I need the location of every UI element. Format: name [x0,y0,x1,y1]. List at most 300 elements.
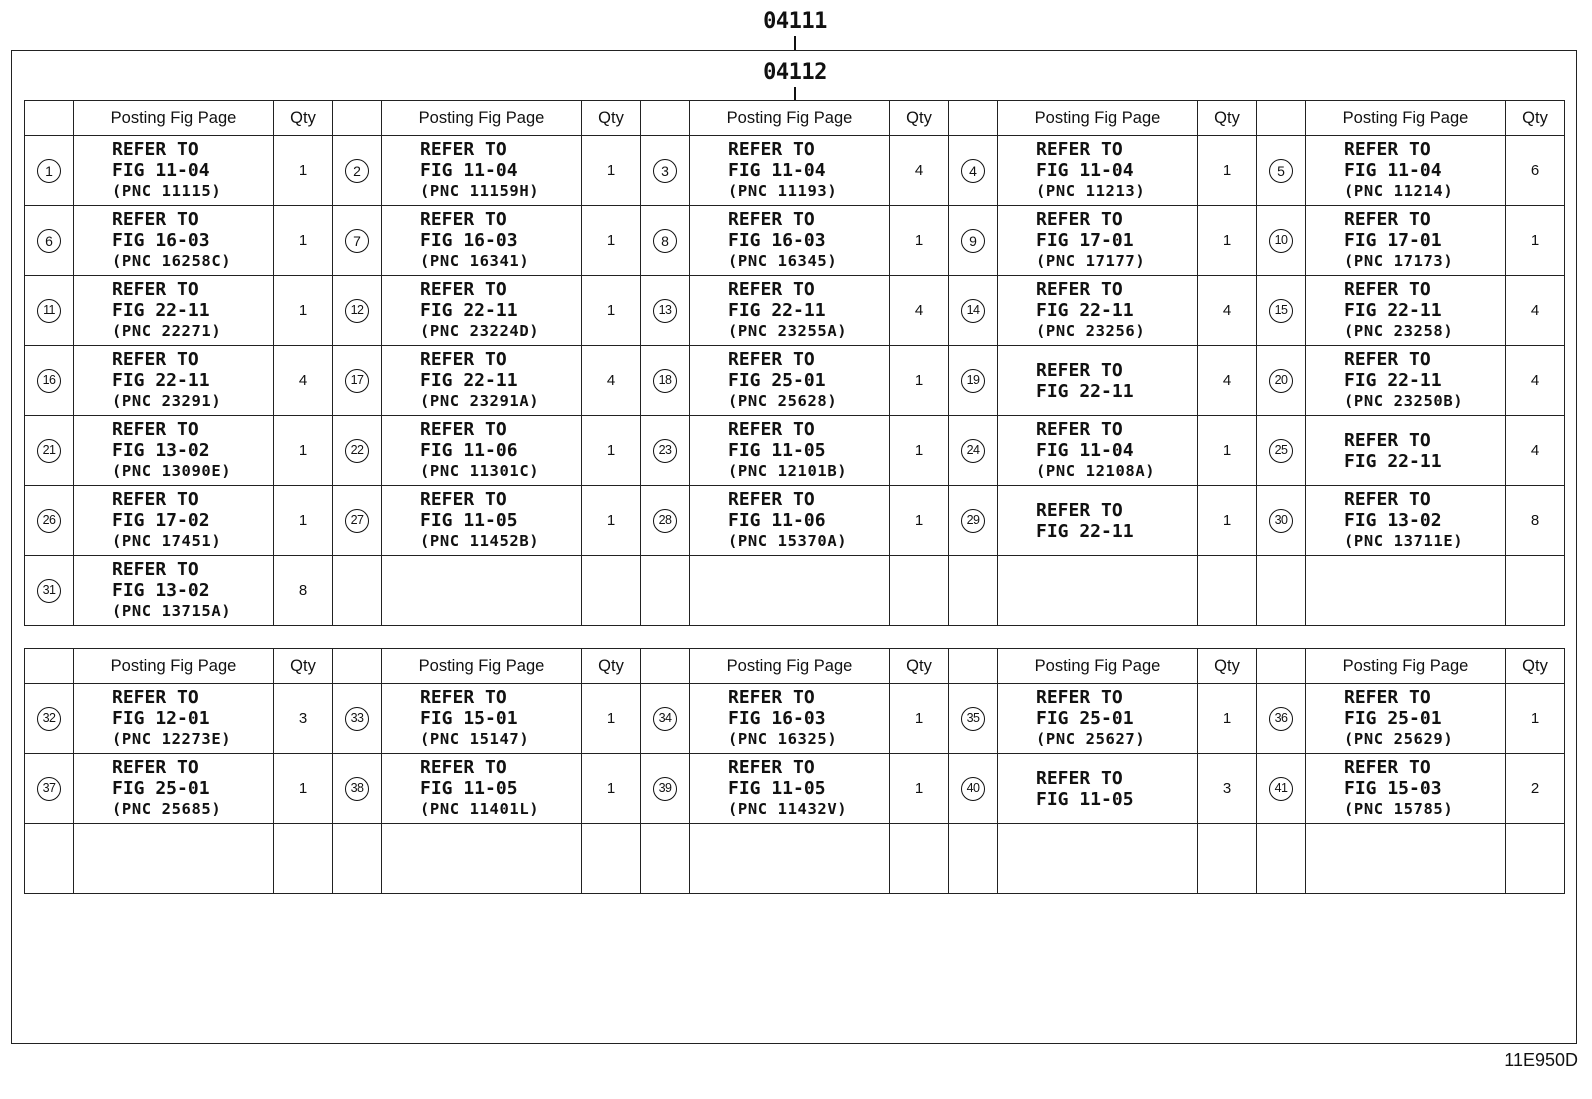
refer-to-text: REFER TO [1036,359,1123,381]
refer-to-text: REFER TO [420,687,507,708]
qty-cell: 4 [1198,346,1257,416]
empty-qty-cell [1506,824,1565,894]
item-number-cell [333,754,382,824]
fig-reference: FIG 25-01 [1036,708,1134,729]
qty-cell: 1 [274,754,333,824]
table-row [25,416,1565,486]
fig-reference: FIG 11-05 [420,778,518,799]
header-posting-fig-page: Posting Fig Page [998,649,1198,684]
header-qty: Qty [1506,649,1565,684]
item-number-badge: 22 [345,439,369,463]
refer-to-text: REFER TO [1036,209,1123,230]
header-number-blank [949,101,998,136]
item-number-badge: 10 [1269,229,1293,253]
qty-cell: 1 [1506,206,1565,276]
item-number-cell [25,346,74,416]
fig-reference: FIG 22-11 [420,300,518,321]
refer-to-text: REFER TO [1344,349,1431,370]
qty-cell: 1 [890,684,949,754]
refer-to-text: REFER TO [112,349,199,370]
pnc-reference: (PNC 11193) [728,182,838,200]
header-qty: Qty [274,649,333,684]
refer-to-text: REFER TO [420,489,507,510]
qty-cell: 1 [274,486,333,556]
item-number-cell [1257,486,1306,556]
posting-fig-page-cell [382,416,582,486]
refer-to-text: REFER TO [420,349,507,370]
posting-fig-page-cell [74,556,274,626]
empty-number-cell [333,556,382,626]
item-number-cell [1257,206,1306,276]
fig-reference: FIG 16-03 [728,230,826,251]
assembly-leader-line [794,36,796,50]
item-number-cell [1257,416,1306,486]
qty-cell: 1 [582,136,641,206]
item-number-badge: 29 [961,509,985,533]
item-number-badge: 25 [1269,439,1293,463]
fig-reference: FIG 11-04 [728,160,826,181]
table-header [25,101,1565,136]
qty-cell: 1 [1198,416,1257,486]
empty-number-cell [949,556,998,626]
empty-posting-cell [690,556,890,626]
header-posting-fig-page: Posting Fig Page [382,101,582,136]
refer-to-text: REFER TO [1036,499,1123,521]
qty-cell: 1 [274,276,333,346]
item-number-badge: 2 [345,159,369,183]
refer-to-text: REFER TO [112,419,199,440]
refer-to-text: REFER TO [728,279,815,300]
pnc-reference: (PNC 23291) [112,392,222,410]
header-posting-fig-page: Posting Fig Page [998,101,1198,136]
qty-cell: 1 [582,486,641,556]
item-number-cell [949,416,998,486]
refer-to-text: REFER TO [728,687,815,708]
table-body [25,136,1565,626]
table-header [25,649,1565,684]
posting-fig-page-cell [382,346,582,416]
qty-cell: 4 [274,346,333,416]
pnc-reference: (PNC 25629) [1344,730,1454,748]
empty-posting-cell [382,824,582,894]
qty-cell: 1 [1198,684,1257,754]
item-number-badge: 39 [653,777,677,801]
empty-posting-cell [74,824,274,894]
header-number-blank [333,101,382,136]
pnc-reference: (PNC 13711E) [1344,532,1464,550]
qty-cell: 1 [582,754,641,824]
item-number-badge: 23 [653,439,677,463]
qty-cell: 1 [890,206,949,276]
item-number-cell [949,136,998,206]
item-number-cell [1257,346,1306,416]
pnc-reference: (PNC 22271) [112,322,222,340]
empty-qty-cell [274,824,333,894]
posting-fig-page-cell [998,684,1198,754]
fig-reference: FIG 22-11 [1344,450,1442,472]
qty-cell: 1 [582,276,641,346]
posting-fig-page-cell [1306,416,1506,486]
posting-fig-page-cell [74,206,274,276]
table-row [25,276,1565,346]
item-number-badge: 24 [961,439,985,463]
refer-to-text: REFER TO [1344,489,1431,510]
pnc-reference: (PNC 25685) [112,800,222,818]
fig-reference: FIG 13-02 [112,580,210,601]
fig-reference: FIG 11-04 [1036,160,1134,181]
header-posting-fig-page: Posting Fig Page [1306,101,1506,136]
fig-reference: FIG 11-04 [1344,160,1442,181]
item-number-cell [25,556,74,626]
fig-reference: FIG 25-01 [112,778,210,799]
refer-to-text: REFER TO [1036,767,1123,789]
posting-fig-page-cell [1306,346,1506,416]
item-number-cell [25,136,74,206]
item-number-badge: 34 [653,707,677,731]
fig-reference: FIG 17-02 [112,510,210,531]
empty-qty-cell [1506,556,1565,626]
empty-posting-cell [382,556,582,626]
diagram-code-label: 11E950D [1504,1050,1578,1070]
qty-cell: 1 [890,346,949,416]
subassembly-leader-line [794,87,796,100]
fig-reference: FIG 22-11 [1036,380,1134,402]
posting-fig-page-cell [998,486,1198,556]
item-number-cell [333,206,382,276]
empty-number-cell [25,824,74,894]
table-row [25,684,1565,754]
fig-reference: FIG 17-01 [1344,230,1442,251]
header-number-blank [333,649,382,684]
fig-reference: FIG 16-03 [112,230,210,251]
item-number-badge: 16 [37,369,61,393]
fig-reference: FIG 11-04 [1036,440,1134,461]
refer-to-text: REFER TO [1344,279,1431,300]
pnc-reference: (PNC 11159H) [420,182,540,200]
pnc-reference: (PNC 17173) [1344,252,1454,270]
item-number-badge: 14 [961,299,985,323]
header-posting-fig-page: Posting Fig Page [690,101,890,136]
qty-cell: 4 [890,276,949,346]
item-number-cell [333,346,382,416]
posting-fig-page-cell [998,136,1198,206]
header-number-blank [641,649,690,684]
parts-reference-table [24,100,1565,626]
fig-reference: FIG 22-11 [1344,300,1442,321]
empty-number-cell [1257,556,1306,626]
item-number-badge: 27 [345,509,369,533]
empty-posting-cell [998,556,1198,626]
qty-cell: 4 [582,346,641,416]
item-number-badge: 9 [961,229,985,253]
item-number-badge: 26 [37,509,61,533]
item-number-cell [25,754,74,824]
item-number-cell [641,346,690,416]
qty-cell: 1 [890,486,949,556]
fig-reference: FIG 17-01 [1036,230,1134,251]
refer-to-text: REFER TO [1344,139,1431,160]
fig-reference: FIG 12-01 [112,708,210,729]
item-number-cell [25,206,74,276]
posting-fig-page-cell [690,486,890,556]
posting-fig-page-cell [998,276,1198,346]
item-number-badge: 20 [1269,369,1293,393]
table-row [25,754,1565,824]
posting-fig-page-cell [74,486,274,556]
qty-cell: 4 [890,136,949,206]
refer-to-text: REFER TO [728,139,815,160]
refer-to-text: REFER TO [1344,429,1431,451]
qty-cell: 3 [274,684,333,754]
posting-fig-page-cell [74,416,274,486]
posting-fig-page-cell [382,206,582,276]
pnc-reference: (PNC 25627) [1036,730,1146,748]
item-number-badge: 1 [37,159,61,183]
posting-fig-page-cell [1306,486,1506,556]
item-number-badge: 38 [345,777,369,801]
posting-fig-page-cell [1306,276,1506,346]
table-body [25,684,1565,894]
refer-to-text: REFER TO [112,209,199,230]
refer-to-text: REFER TO [420,279,507,300]
item-number-cell [641,206,690,276]
pnc-reference: (PNC 23250B) [1344,392,1464,410]
item-number-badge: 30 [1269,509,1293,533]
empty-posting-cell [690,824,890,894]
item-number-cell [1257,684,1306,754]
fig-reference: FIG 16-03 [420,230,518,251]
posting-fig-page-cell [998,754,1198,824]
qty-cell: 1 [274,416,333,486]
table-row [25,346,1565,416]
fig-reference: FIG 11-04 [420,160,518,181]
posting-fig-page-cell [1306,136,1506,206]
item-number-cell [25,684,74,754]
item-number-cell [333,684,382,754]
header-qty: Qty [890,101,949,136]
item-number-cell [641,754,690,824]
qty-cell: 1 [1198,486,1257,556]
qty-cell: 8 [1506,486,1565,556]
table-row [25,486,1565,556]
qty-cell: 8 [274,556,333,626]
fig-reference: FIG 13-02 [112,440,210,461]
pnc-reference: (PNC 17177) [1036,252,1146,270]
refer-to-text: REFER TO [112,757,199,778]
item-number-badge: 13 [653,299,677,323]
item-number-cell [25,486,74,556]
item-number-badge: 7 [345,229,369,253]
item-number-badge: 3 [653,159,677,183]
refer-to-text: REFER TO [1344,757,1431,778]
posting-fig-page-cell [690,276,890,346]
item-number-cell [949,346,998,416]
empty-qty-cell [582,556,641,626]
fig-reference: FIG 22-11 [1344,370,1442,391]
empty-qty-cell [582,824,641,894]
header-posting-fig-page: Posting Fig Page [690,649,890,684]
qty-cell: 1 [582,684,641,754]
item-number-badge: 37 [37,777,61,801]
item-number-badge: 28 [653,509,677,533]
refer-to-text: REFER TO [112,489,199,510]
posting-fig-page-cell [690,346,890,416]
item-number-badge: 17 [345,369,369,393]
posting-fig-page-cell [382,754,582,824]
empty-number-cell [949,824,998,894]
posting-fig-page-cell [74,684,274,754]
item-number-badge: 35 [961,707,985,731]
refer-to-text: REFER TO [1036,419,1123,440]
item-number-badge: 19 [961,369,985,393]
posting-fig-page-cell [74,136,274,206]
refer-to-text: REFER TO [112,559,199,580]
pnc-reference: (PNC 25628) [728,392,838,410]
pnc-reference: (PNC 23258) [1344,322,1454,340]
fig-reference: FIG 15-03 [1344,778,1442,799]
header-qty: Qty [1506,101,1565,136]
pnc-reference: (PNC 12108A) [1036,462,1156,480]
item-number-badge: 41 [1269,777,1293,801]
item-number-cell [333,416,382,486]
item-number-badge: 36 [1269,707,1293,731]
empty-posting-cell [1306,824,1506,894]
header-posting-fig-page: Posting Fig Page [74,649,274,684]
qty-cell: 1 [890,416,949,486]
empty-posting-cell [998,824,1198,894]
posting-fig-page-cell [382,684,582,754]
qty-cell: 1 [1198,136,1257,206]
refer-to-text: REFER TO [112,279,199,300]
item-number-cell [641,416,690,486]
refer-to-text: REFER TO [112,687,199,708]
pnc-reference: (PNC 11401L) [420,800,540,818]
qty-cell: 4 [1506,346,1565,416]
empty-number-cell [641,824,690,894]
posting-fig-page-cell [690,684,890,754]
item-number-cell [1257,136,1306,206]
header-posting-fig-page: Posting Fig Page [382,649,582,684]
qty-cell: 2 [1506,754,1565,824]
header-qty: Qty [1198,101,1257,136]
posting-fig-page-cell [74,276,274,346]
pnc-reference: (PNC 11214) [1344,182,1454,200]
qty-cell: 1 [582,206,641,276]
fig-reference: FIG 22-11 [420,370,518,391]
fig-reference: FIG 11-05 [420,510,518,531]
item-number-badge: 12 [345,299,369,323]
refer-to-text: REFER TO [420,419,507,440]
posting-fig-page-cell [74,346,274,416]
fig-reference: FIG 11-05 [1036,788,1134,810]
header-qty: Qty [890,649,949,684]
posting-fig-page-cell [998,206,1198,276]
item-number-cell [333,136,382,206]
posting-fig-page-cell [382,486,582,556]
fig-reference: FIG 11-05 [728,440,826,461]
qty-cell: 1 [1506,684,1565,754]
item-number-cell [1257,754,1306,824]
posting-fig-page-cell [382,276,582,346]
pnc-reference: (PNC 11301C) [420,462,540,480]
qty-cell: 1 [582,416,641,486]
refer-to-text: REFER TO [1036,139,1123,160]
item-number-cell [949,486,998,556]
header-number-blank [25,101,74,136]
refer-to-text: REFER TO [728,489,815,510]
table-row [25,136,1565,206]
item-number-cell [25,276,74,346]
pnc-reference: (PNC 23255A) [728,322,848,340]
qty-cell: 1 [890,754,949,824]
qty-cell: 4 [1506,416,1565,486]
refer-to-text: REFER TO [420,209,507,230]
fig-reference: FIG 13-02 [1344,510,1442,531]
header-posting-fig-page: Posting Fig Page [74,101,274,136]
fig-reference: FIG 22-11 [1036,300,1134,321]
item-number-badge: 11 [37,299,61,323]
item-number-badge: 21 [37,439,61,463]
item-number-cell [641,684,690,754]
posting-fig-page-cell [1306,684,1506,754]
item-number-cell [949,206,998,276]
header-row [25,649,1565,684]
fig-reference: FIG 22-11 [1036,520,1134,542]
header-qty: Qty [582,649,641,684]
pnc-reference: (PNC 11452B) [420,532,540,550]
qty-cell: 4 [1506,276,1565,346]
item-number-cell [333,276,382,346]
item-number-badge: 31 [37,579,61,603]
pnc-reference: (PNC 11115) [112,182,222,200]
table-row [25,556,1565,626]
empty-posting-cell [1306,556,1506,626]
header-posting-fig-page: Posting Fig Page [1306,649,1506,684]
refer-to-text: REFER TO [728,349,815,370]
fig-reference: FIG 22-11 [112,370,210,391]
item-number-badge: 5 [1269,159,1293,183]
posting-fig-page-cell [690,754,890,824]
pnc-reference: (PNC 11213) [1036,182,1146,200]
pnc-reference: (PNC 15785) [1344,800,1454,818]
pnc-reference: (PNC 16258C) [112,252,232,270]
empty-number-cell [333,824,382,894]
qty-cell: 6 [1506,136,1565,206]
item-number-cell [641,276,690,346]
posting-fig-page-cell [998,416,1198,486]
table-row [25,206,1565,276]
header-qty: Qty [582,101,641,136]
pnc-reference: (PNC 23291A) [420,392,540,410]
refer-to-text: REFER TO [1036,279,1123,300]
assembly-number-label: 04111 [763,9,827,34]
qty-cell: 1 [274,206,333,276]
refer-to-text: REFER TO [1036,687,1123,708]
item-number-badge: 33 [345,707,369,731]
posting-fig-page-cell [1306,754,1506,824]
posting-fig-page-cell [690,136,890,206]
posting-fig-page-cell [998,346,1198,416]
refer-to-text: REFER TO [420,139,507,160]
qty-cell: 1 [274,136,333,206]
posting-fig-page-cell [690,416,890,486]
fig-reference: FIG 22-11 [112,300,210,321]
pnc-reference: (PNC 16325) [728,730,838,748]
pnc-reference: (PNC 23224D) [420,322,540,340]
posting-fig-page-cell [382,136,582,206]
item-number-badge: 4 [961,159,985,183]
refer-to-text: REFER TO [420,757,507,778]
